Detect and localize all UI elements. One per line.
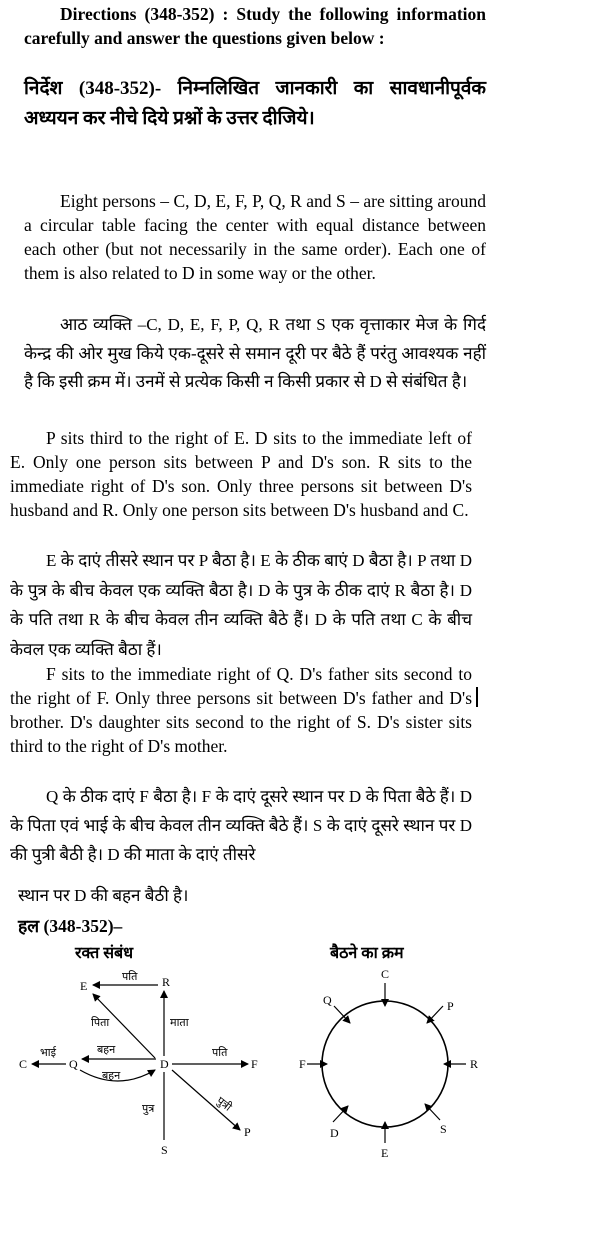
clue1-english: P sits third to the right of E. D sits to the immediate left of E. Only one person sits between P and D's son. R sits to the immediate right of D's son. Only three persons sit between D's husband and R. Only one person sits between D's husband and C. — [10, 428, 472, 520]
arrow-seat-p — [427, 1006, 443, 1023]
intro-hindi: आठ व्यक्ति –C, D, E, F, P, Q, R तथा S एक वृत्ताकार मेज के गिर्द केन्द्र की ओर मुख किये एक-दूसरे से समान दूरी पर बैठे हैं परंतु आवश्यक नहीं है कि इसी क्रम में। उनमें से प्रत्येक किसी न किसी प्रकार से D से संबंधित है। — [24, 315, 486, 391]
seat-d: D — [330, 1126, 339, 1140]
directions-hindi: निर्देश (348-352)- निम्नलिखित जानकारी का सावधानीपूर्वक अध्ययन कर नीचे दिये प्रश्नों के उत्तर दीजिये। — [24, 78, 486, 129]
text-cursor — [476, 687, 478, 707]
node-q: Q — [69, 1057, 78, 1071]
label-q-d-bottom: बहन — [102, 1070, 121, 1082]
label-r-d: माता — [170, 1017, 189, 1029]
arrow-d-to-p — [172, 1070, 240, 1130]
intro-english: Eight persons – C, D, E, F, P, Q, R and S – are sitting around a circular table facing the center with equal distance between each other (but not necessarily in the same order). Each one of them is also related to D in some way or the other. — [24, 191, 486, 283]
seat-s: S — [440, 1122, 447, 1136]
seating-title: बैठने का क्रम — [330, 945, 404, 962]
node-r: R — [162, 975, 171, 989]
clue2-hindi-continued: स्थान पर D की बहन बैठी है। — [18, 886, 189, 905]
family-tree — [19, 944, 258, 1157]
seat-q: Q — [323, 993, 332, 1007]
seat-c: C — [381, 967, 390, 981]
label-q-d-top: बहन — [97, 1044, 116, 1056]
node-f: F — [251, 1057, 258, 1071]
label-e-d: पिता — [91, 1017, 110, 1029]
node-p: P — [244, 1125, 251, 1139]
solution-diagram — [0, 930, 598, 1170]
label-q-c: भाई — [40, 1047, 56, 1059]
directions-english-text: Directions (348-352) : Study the following information carefully and answer the questions given below : — [24, 4, 486, 48]
label-d-p: पुत्री — [214, 1094, 234, 1114]
node-s: S — [161, 1143, 168, 1157]
clue2-english: F sits to the immediate right of Q. D's father sits second to the right of F. Only three persons sit between D's father and D's brother. D's daughter sits second to the right of S. D's sister sits third to the right of D's mother. — [10, 664, 472, 756]
seat-e: E — [381, 1146, 389, 1160]
seat-f: F — [299, 1057, 306, 1071]
directions-english — [24, 2, 486, 50]
label-d-s: पुत्र — [142, 1103, 155, 1115]
family-tree-title: रक्त संबंध — [75, 945, 134, 962]
node-c: C — [19, 1057, 28, 1071]
seat-p: P — [447, 999, 454, 1013]
clue1-hindi: E के दाएं तीसरे स्थान पर P बैठा है। E के ठीक बाएं D बैठा है। P तथा D के पुत्र के बीच केवल एक व्यक्ति बैठा है। D के पुत्र के ठीक दाएं R बैठा है। D के पति तथा R के बीच केवल तीन व्यक्ति बैठे हैं। D के पति तथा C के बीच केवल एक व्यक्ति बैठा हैं। — [10, 551, 472, 659]
clue2-hindi: Q के ठीक दाएं F बैठा है। F के दाएं दूसरे स्थान पर D के पिता बैठे हैं। D के पिता एवं भाई के बीच केवल तीन व्यक्ति बैठे हैं। S के दाएं दूसरे स्थान पर D की पुत्री बैठी है। D की माता के दाएं तीसरे — [10, 787, 472, 864]
label-e-r: पति — [122, 971, 138, 983]
label-d-f: पति — [212, 1047, 228, 1059]
node-e: E — [80, 979, 88, 993]
node-d: D — [160, 1057, 169, 1071]
solution-heading: हल (348-352)– — [18, 916, 123, 936]
arrow-seat-q — [334, 1006, 350, 1023]
seat-r: R — [470, 1057, 479, 1071]
seating-arrangement — [299, 943, 478, 1160]
